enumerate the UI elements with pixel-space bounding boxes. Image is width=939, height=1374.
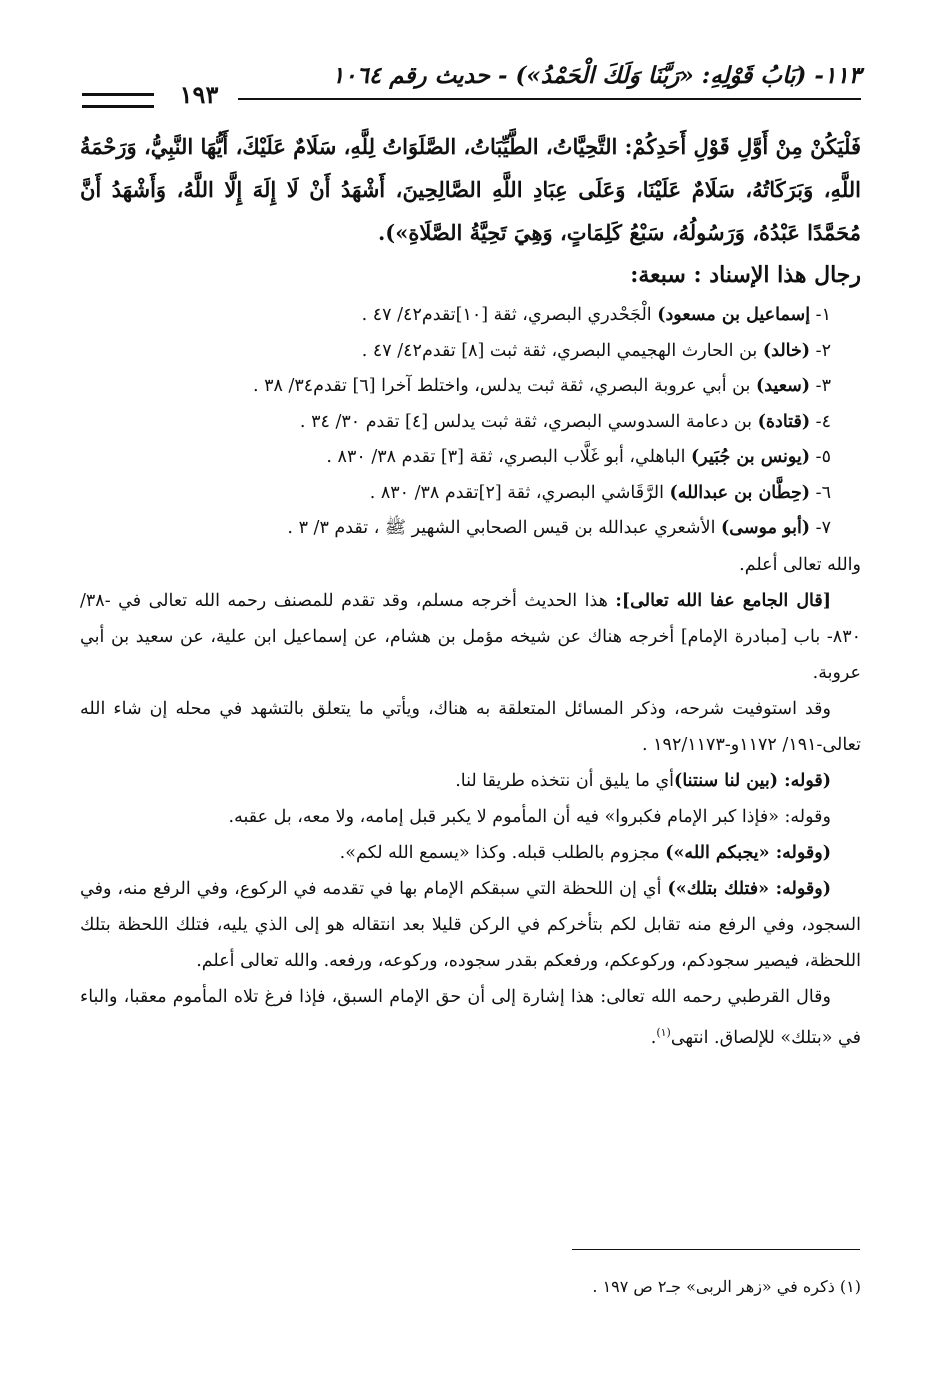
main-content [80, 125, 861, 1055]
explanation-paragraph: وقد استوفيت شرحه، وذكر المسائل المتعلقة به هناك، ويأتي ما يتعلق بالتشهد في محله إن شاء الله تعالى-١٩١/ ١١٧٢و-١٩٢/١١٧٣ . [80, 698, 861, 755]
narrator-name: إسماعيل بن مسعود) [657, 305, 811, 325]
narrators-heading: رجال هذا الإسناد : سبعة: [630, 262, 861, 288]
compiler-comment-label: [قال الجامع عفا الله تعالى]: [615, 590, 832, 611]
narrator-item: ١- إسماعيل بن مسعود) الْجَحْدري البصري، ثقة [١٠]تقدم٤٢/ ٤٧ . [361, 305, 831, 325]
compiler-comment: [قال الجامع عفا الله تعالى]: هذا الحديث أخرجه مسلم، وقد تقدم للمصنف رحمه الله تعالى في -٣٨/ ٨٣٠- باب [مبادرة الإمام] أخرجه هناك عن شيخه مؤمل بن هشام، عن إسماعيل ابن علية، عن سعيد بن أبي عروبة. [80, 590, 861, 683]
narrator-item: ٤- (قتادة) بن دعامة السدوسي البصري، ثقة ثبت يدلس [٤] تقدم ٣٠/ ٣٤ . [299, 411, 831, 432]
page-number: ١٩٣ [179, 80, 219, 109]
hadith-text: فَلْيَكُنْ مِنْ أَوَّلِ قَوْلِ أَحَدِكُمْ: التَّحِيَّاتُ، الطَّيِّبَاتُ، الصَّلَوَاتُ لِلَّهِ، سَلَامٌ عَلَيْكَ، أَيُّهَا النَّبِيُّ، وَرَحْمَةُ اللَّهِ، وَبَرَكَاتُهُ، سَلَامٌ عَلَيْنَا، وَعَلَى عِبَادِ اللَّهِ الصَّالِحِينَ، أَشْهَدُ أَنْ لَا إِلَهَ إِلَّا اللَّهُ، وَأَشْهَدُ أَنَّ مُحَمَّدًا عَبْدُهُ، وَرَسُولُهُ، سَبْعُ كَلِمَاتٍ، وَهِيَ تَحِيَّةُ الصَّلَاةِ»). [80, 134, 861, 245]
narrators-list [80, 298, 861, 547]
narrator-item: ٥- (يونس بن جُبَير) الباهلي، أبو غَلَّاب البصري، ثقة [٣] تقدم ٣٨/ ٨٣٠ . [326, 447, 831, 467]
header-double-rule [82, 93, 154, 108]
header-rule [238, 98, 861, 100]
narrator-item: ٧- (أبو موسى) الأشعري عبدالله بن قيس الصحابي الشهير ﷺ ، تقدم ٣/ ٣ . [287, 518, 831, 538]
narrator-name: (خالد) [762, 340, 811, 361]
quote-2: وقوله: «فإذا كبر الإمام فكبروا» فيه أن المأموم لا يكبر قبل إمامه، ولا معه، بل عقبه. [228, 806, 831, 827]
narrator-name: (يونس بن جُبَير) [691, 447, 811, 467]
running-header-title: ١١٣- (بَابُ قَوْلِهِ: «رَبَّنَا وَلَكَ الْحَمْدُ») - حديث رقم ١٠٦٤ [331, 62, 861, 89]
quote-3: (وقوله: «يجبكم الله») مجزوم بالطلب قبله. وكذا «يسمع الله لكم». [339, 842, 831, 863]
quote-1: (قوله: (بين لنا سنتنا)أي ما يليق أن نتخذه طريقا لنا. [455, 770, 831, 791]
narrator-item: ٦- (حِطَّان بن عبدالله) الرَّقَاشي البصري، ثقة [٢]تقدم ٣٨/ ٨٣٠ . [369, 482, 831, 503]
narrator-item: ٣- (سعيد) بن أبي عروبة البصري، ثقة ثبت يدلس، واختلط آخرا [٦] تقدم٣٤/ ٣٨ . [252, 376, 831, 396]
footnote-marker: (١) [656, 1025, 671, 1039]
narrator-name: (أبو موسى) [721, 518, 811, 538]
quote-5: وقال القرطبي رحمه الله تعالى: هذا إشارة إلى أن حق الإمام السبق، فإذا فرغ تلاه المأموم معقبا، والباء في «بتلك» للإلصاق. انتهى$^{(١)}$. [80, 986, 861, 1048]
quote-4: (وقوله: «فتلك بتلك») أي إن اللحظة التي سبقكم الإمام بها في تقدمه في الركوع، وفي الرفع منه، وفي السجود، وفي الرفع منه تقابل لكم بتأخركم في الركن قليلا بعد انتقاله هو إلى الذي يليه، فتلك اللحظة بتلك اللحظة، فيصير سجودكم، وركوعكم، ورفعكم بقدر سجوده، وركوعه، ورفعه. والله تعالى أعلم. [80, 878, 861, 971]
narrator-name: (سعيد) [755, 376, 811, 396]
narrator-name: (قتادة) [757, 411, 811, 432]
closing-remark: والله تعالى أعلم. [739, 554, 861, 575]
narrator-name: (حِطَّان بن عبدالله) [669, 482, 811, 503]
footnote-rule [572, 1249, 860, 1250]
footnote: (١) ذكره في «زهر الربى» جـ٢ ص ١٩٧ . [592, 1277, 861, 1296]
narrator-item: ٢- (خالد) بن الحارث الهجيمي البصري، ثقة ثبت [٨] تقدم٤٢/ ٤٧ . [361, 340, 831, 361]
